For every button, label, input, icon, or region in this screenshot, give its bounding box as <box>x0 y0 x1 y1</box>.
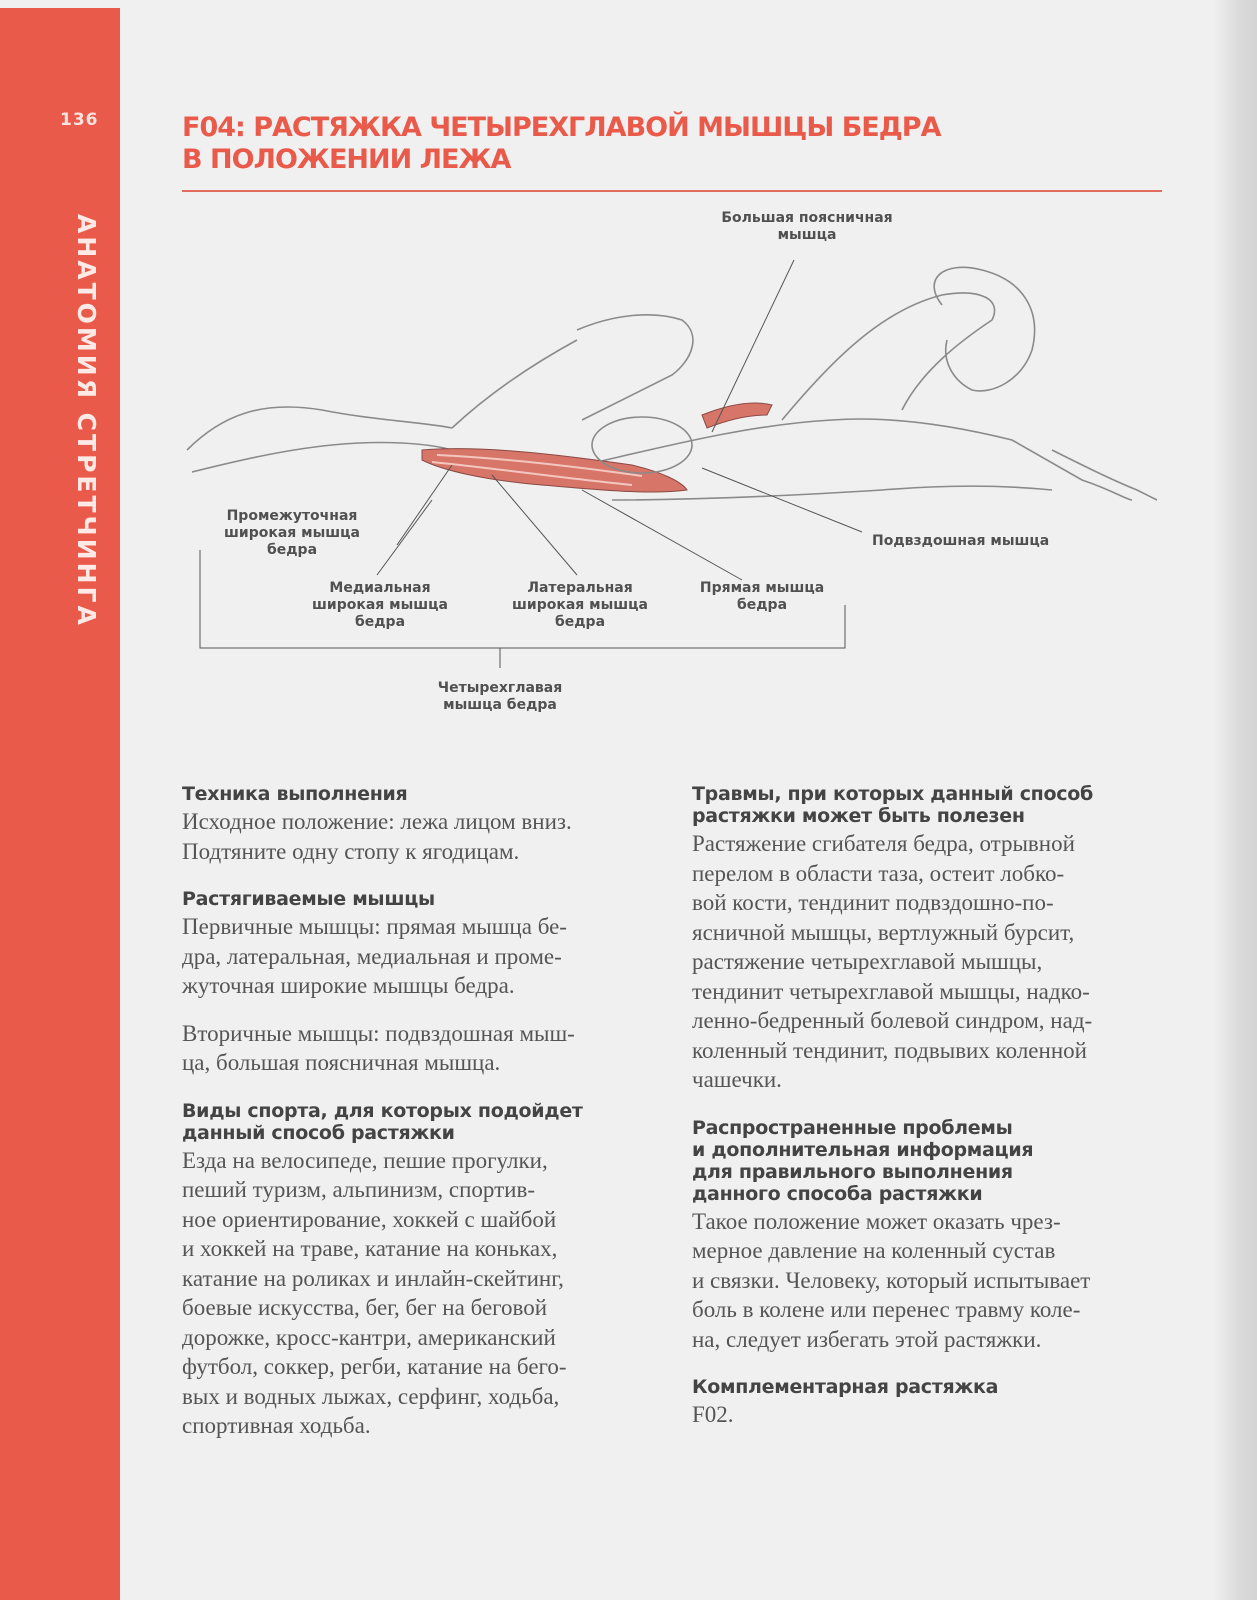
iliacus-leader-line <box>702 468 862 532</box>
page-title <box>182 112 1082 176</box>
stretch-figure-drawing <box>182 200 1182 740</box>
page-number: 136 <box>60 110 99 130</box>
section-heading: Растягиваемые мышцы <box>182 888 435 910</box>
label-vastus-intermedius: Промежуточная широкая мышца бедра <box>224 508 360 558</box>
section-heading: Травмы, при которых данный способ растяжки может быть полезен <box>692 783 1093 827</box>
pelvis-outline <box>592 417 692 473</box>
section-sports <box>182 1100 652 1441</box>
section-common-problems <box>692 1117 1162 1355</box>
section-heading: Техника выполнения <box>182 783 408 805</box>
section-heading: Распространенные проблемы и дополнительная информация для правильного выполнения данного способа растяжки <box>692 1116 1034 1205</box>
section-text: F02. <box>692 1402 734 1427</box>
label-vastus-lateralis: Латеральная широкая мышца бедра <box>512 580 648 630</box>
arm-outline <box>782 293 995 420</box>
anatomy-illustration <box>182 200 1182 740</box>
left-column <box>182 783 652 1441</box>
running-head: АНАТОМИЯ СТРЕТЧИНГА <box>72 214 101 628</box>
quadriceps-muscle <box>422 449 687 492</box>
right-column <box>692 783 1162 1430</box>
section-injuries <box>692 783 1162 1095</box>
section-stretched-muscles <box>182 888 652 1078</box>
medialis-leader-line <box>377 500 432 575</box>
title-line-1: F04: РАСТЯЖКА ЧЕТЫРЕХГЛАВОЙ МЫШЦЫ БЕДРА <box>182 112 941 143</box>
title-line-2: В ПОЛОЖЕНИИ ЛЕЖА <box>182 144 511 175</box>
page-binding-shadow <box>1213 0 1257 1600</box>
intermedius-leader-line <box>397 465 452 545</box>
label-psoas-major: Большая поясничная мышца <box>721 210 893 243</box>
section-text: Первичные мышцы: прямая мышца бе- дра, латеральная, медиальная и проме- жуточная широкие мышцы бедра. <box>182 914 567 998</box>
section-complementary <box>692 1376 1162 1430</box>
section-heading: Виды спорта, для которых подойдет данный способ растяжки <box>182 1099 583 1144</box>
title-rule <box>182 190 1162 192</box>
section-text: Езда на велосипеде, пешие прогулки, пеший туризм, альпинизм, спортив- ное ориентирование, хоккей с шайбой и хоккей на траве, катание на коньках, катание на роликах и инлайн-скейтинг, боевые искусства, бег, бег на беговой дорожке, кросс-кантри, американский футбол, соккер, регби, катание на бего- вых и водных лыжах, серфинг, ходьба, спортивная ходьба. <box>182 1147 567 1438</box>
section-technique <box>182 783 652 866</box>
section-text: Растяжение сгибателя бедра, отрывной перелом в области таза, остеит лобко- вой кости, тендинит подвздошно-по- ясничной мышцы, вертлужный бурсит, растяжение четырехглавой мышцы, тендинит четырехглавой мышцы, надко- ленно-бедренный болевой синдром, над- коленный тендинит, подвывих коленной чашечки. <box>692 831 1093 1092</box>
shin-outline <box>452 340 577 428</box>
section-text: Такое положение может оказать чрез- мерное давление на коленный сустав и связки. Человеку, который испытывает боль в колене или перенес травму коле- на, следует избегать этой растяжки. <box>692 1208 1091 1352</box>
psoas-muscle <box>702 403 772 428</box>
side-color-strip <box>0 8 120 1600</box>
forearm-outline <box>1052 450 1157 500</box>
rectus-leader-line <box>582 490 742 580</box>
label-rectus-femoris: Прямая мышца бедра <box>699 580 825 613</box>
head-outline <box>934 267 1034 391</box>
section-heading: Комплементарная растяжка <box>692 1376 999 1398</box>
label-iliacus: Подвздошная мышца <box>872 533 1050 549</box>
section-text: Исходное положение: лежа лицом вниз. Подтяните одну стопу к ягодицам. <box>182 809 572 864</box>
section-text-secondary: Вторичные мышцы: подвздошная мыш- ца, большая поясничная мышца. <box>182 1020 575 1075</box>
label-vastus-medialis: Медиальная широкая мышца бедра <box>312 580 448 630</box>
label-quadriceps: Четырехглавая мышца бедра <box>437 680 563 713</box>
raised-foot-outline <box>577 315 693 420</box>
lateralis-leader-line <box>492 475 577 575</box>
leg-outline-lower <box>192 443 452 472</box>
